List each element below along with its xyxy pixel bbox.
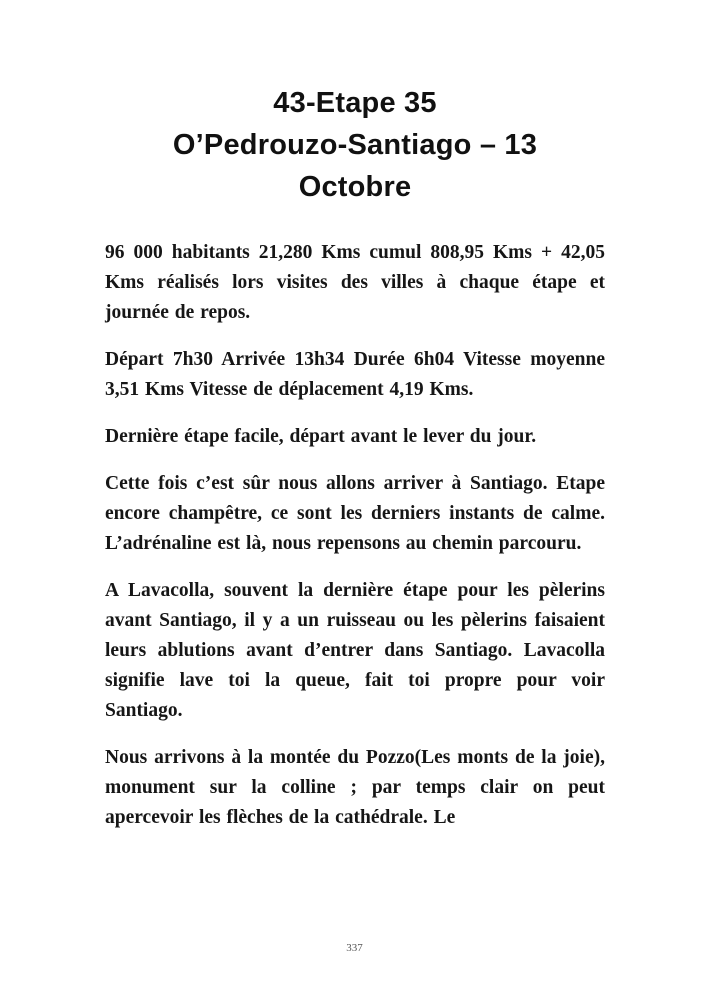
paragraph-monte-pozzo: Nous arrivons à la montée du Pozzo(Les monts de la joie), monument sur la colline ; par temps clair on peut apercevoir les flèches de la cathédrale. Le (105, 747, 605, 828)
paragraph-arrival-santiago: Cette fois c’est sûr nous allons arriver à Santiago. Etape encore champêtre, ce sont les derniers instants de calme. L’adrénaline est là, nous repensons au chemin parcouru. (105, 473, 605, 554)
page-content (105, 82, 605, 850)
title-line-1: 43-Etape 35 (273, 87, 437, 119)
title-line-2: O’Pedrouzo-Santiago – 13 (172, 129, 538, 161)
paragraph-lavacolla: A Lavacolla, souvent la dernière étape pour les pèlerins avant Santiago, il y a un ruisseau ou les pèlerins faisaient leurs ablutions avant d’entrer dans Santiago. Lavacolla signifie lave toi la queue, fait toi propre pour voir Santiago. (105, 580, 605, 721)
paragraph-easy-stage: Dernière étape facile, départ avant le lever du jour. (105, 426, 537, 447)
body-text (105, 238, 605, 833)
paragraph-stats-times: Départ 7h30 Arrivée 13h34 Durée 6h04 Vitesse moyenne 3,51 Kms Vitesse de déplacement 4,19 Kms. (105, 349, 605, 400)
title-line-3: Octobre (298, 171, 412, 203)
page-number: 337 (346, 942, 363, 954)
paragraph-stats-distance: 96 000 habitants 21,280 Kms cumul 808,95 Kms + 42,05 Kms réalisés lors visites des villes à chaque étape et journée de repos. (105, 242, 605, 323)
page-title (105, 82, 605, 208)
